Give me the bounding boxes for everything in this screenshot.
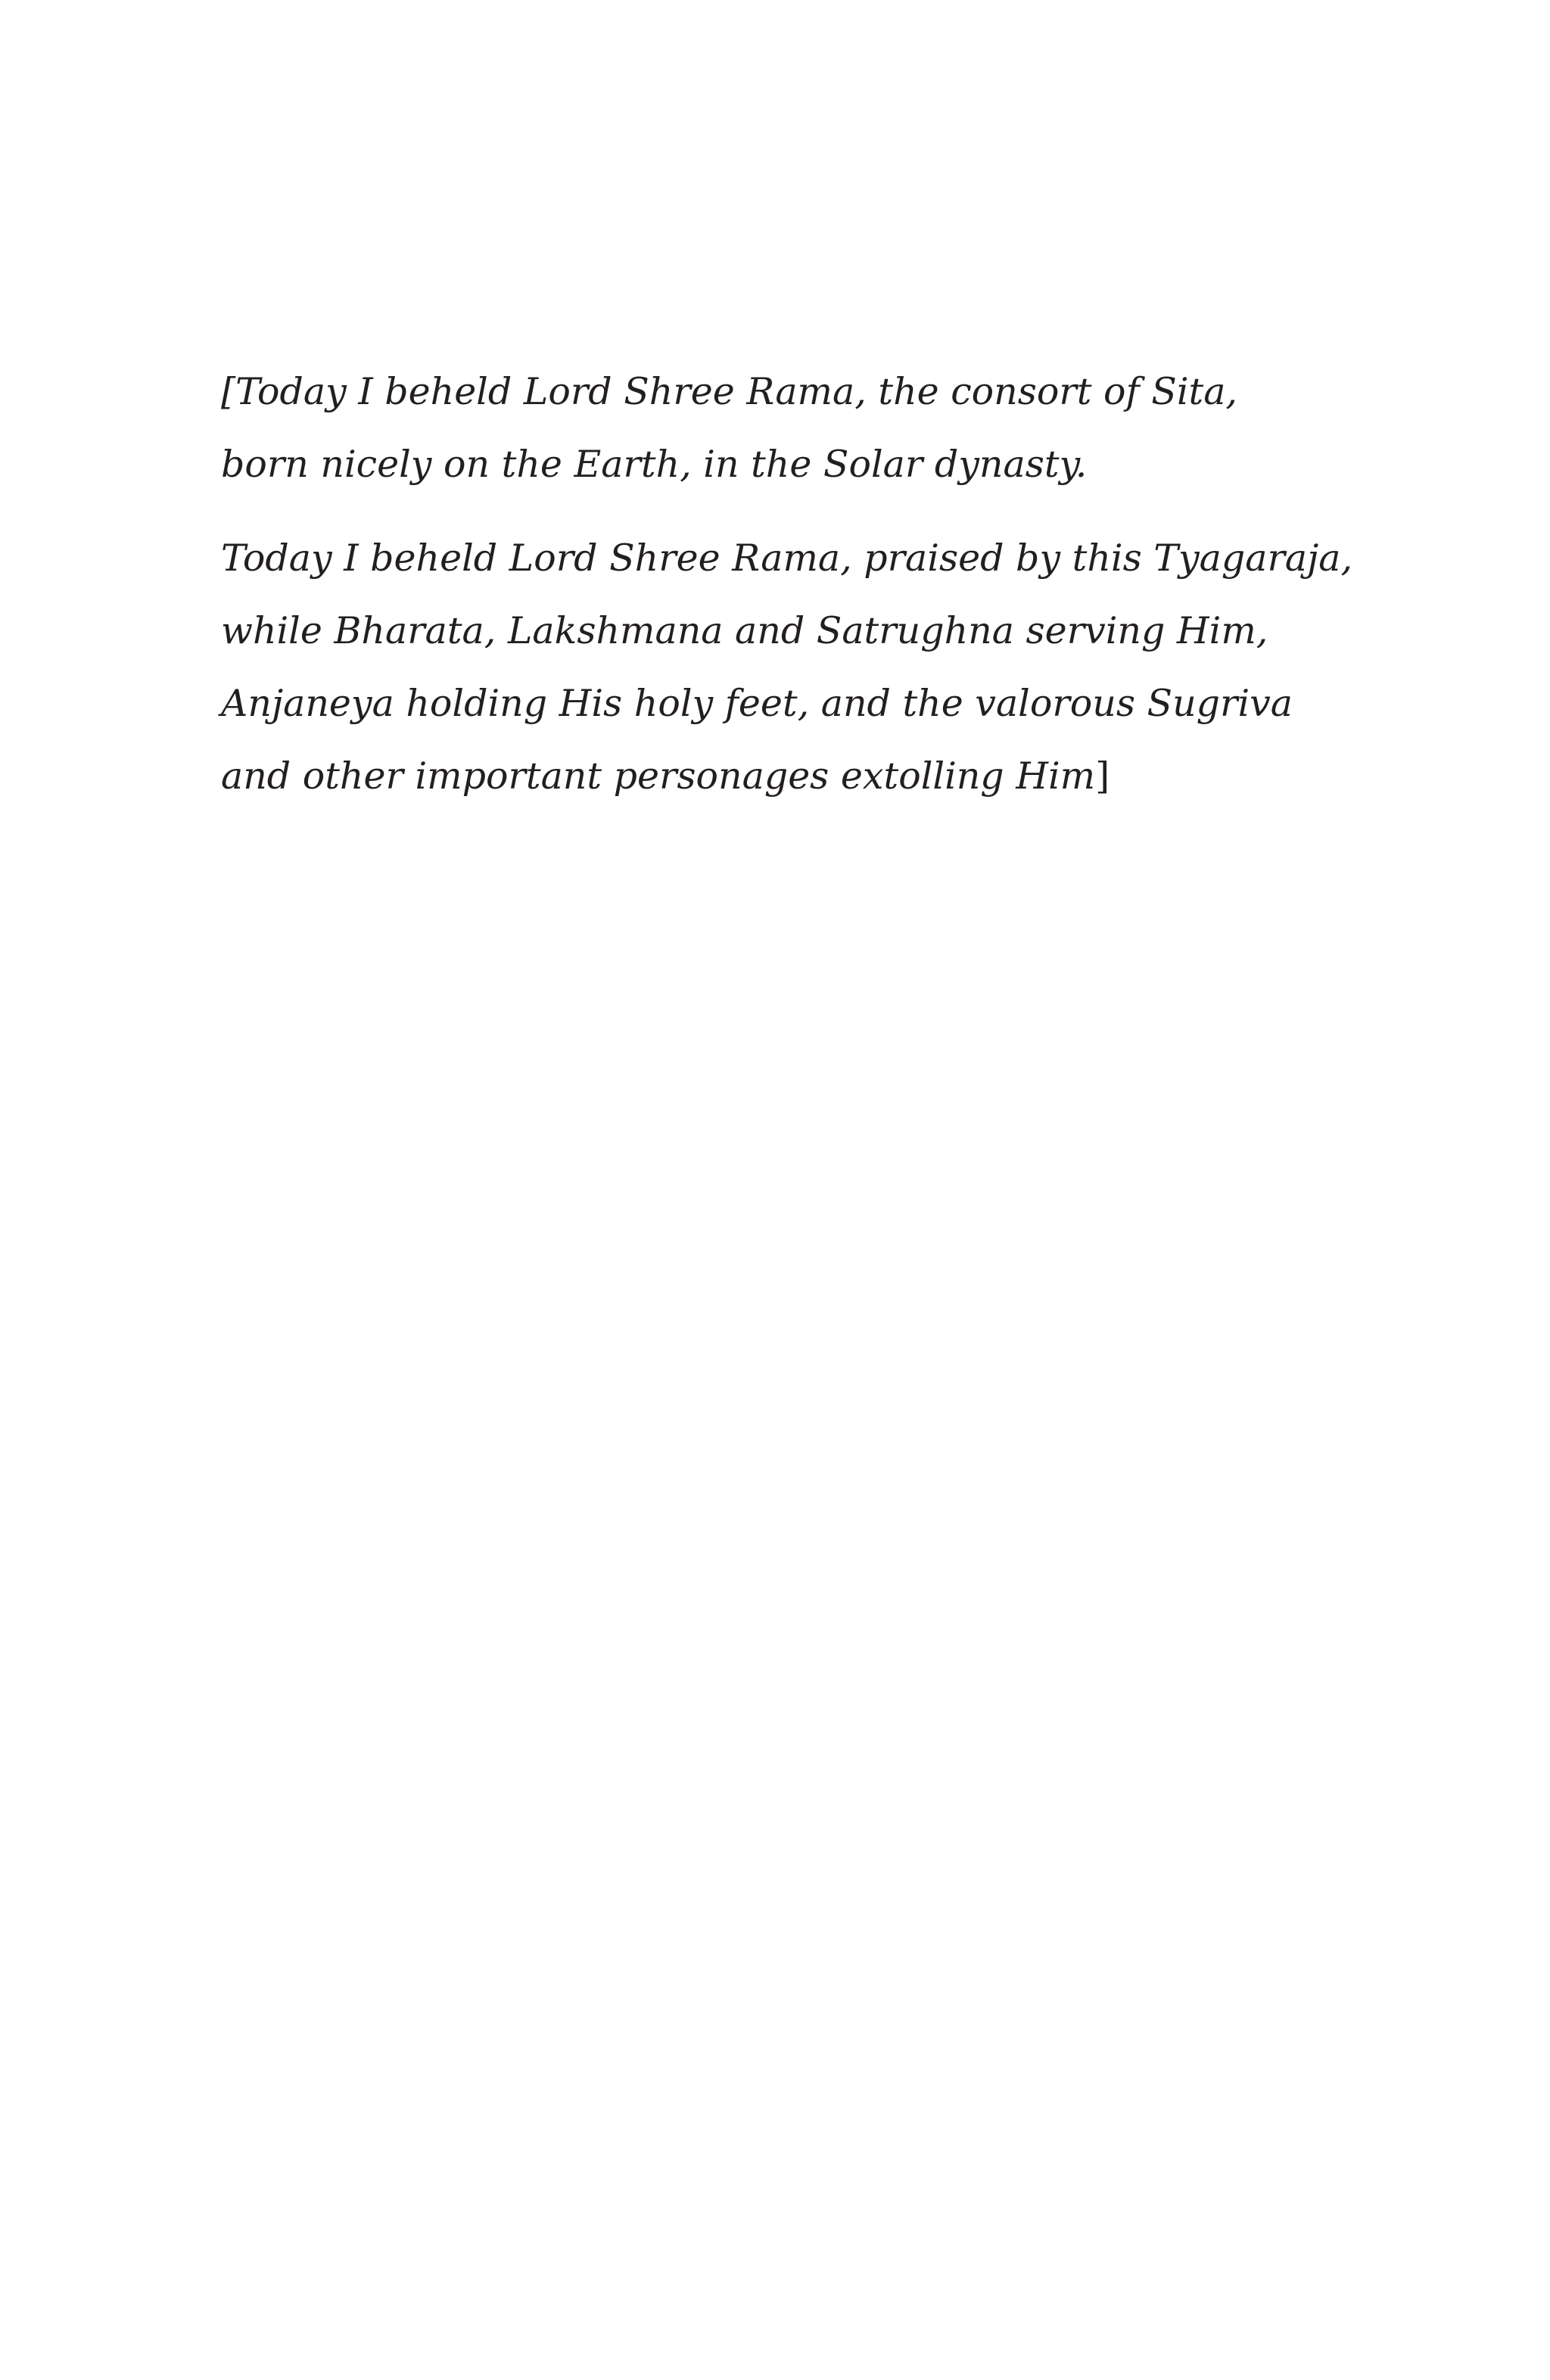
text-line: Today I beheld Lord Shree Rama, praised by this Tyagaraja,: [221, 537, 1353, 580]
text-block: [221, 356, 1417, 813]
text-line: born nicely on the Earth, in the Solar dynasty.: [221, 443, 1088, 486]
text-line-content: and other important personages extolling Him: [221, 754, 1096, 798]
text-line: Anjaneya holding His holy feet, and the valorous Sugriva: [221, 682, 1293, 725]
text-line: [Today I beheld Lord Shree Rama, the consort of Sita,: [221, 370, 1237, 413]
closing-bracket: ]: [1095, 754, 1110, 798]
text-line-last: [221, 740, 1417, 813]
paragraph-1: [221, 356, 1417, 501]
paragraph-2: [221, 522, 1417, 813]
text-line: while Bharata, Lakshmana and Satrughna serving Him,: [221, 609, 1268, 652]
